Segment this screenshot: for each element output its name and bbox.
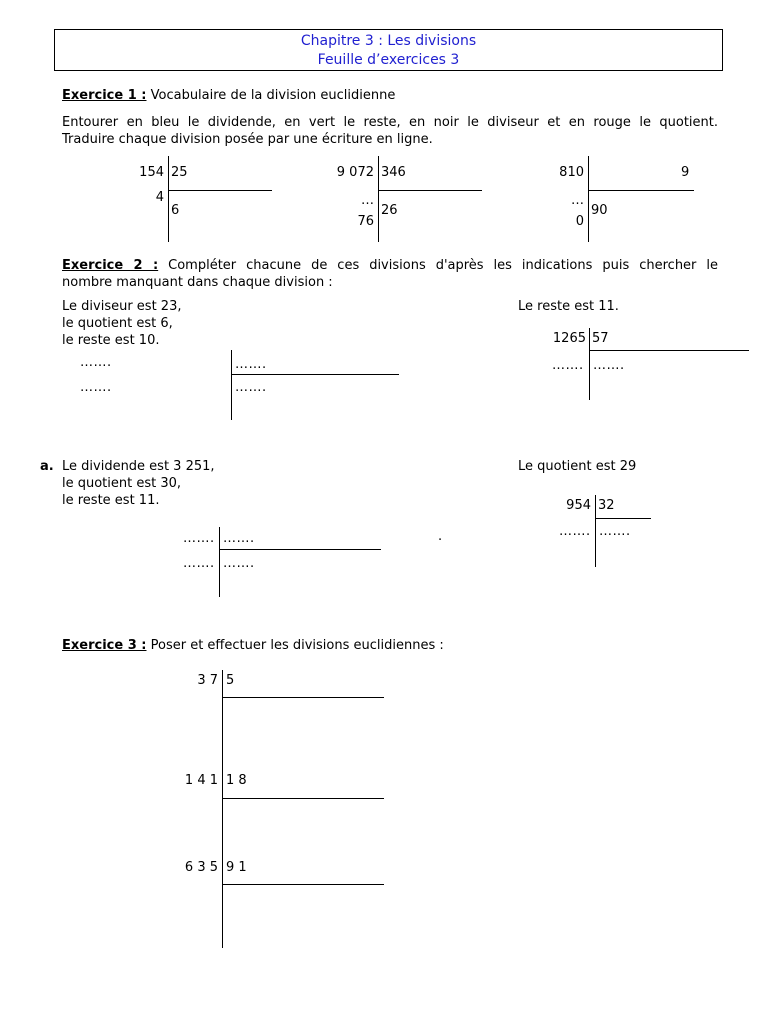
ex2-d-line1: Le quotient est 29 <box>518 459 637 474</box>
ex1-div3-horizontal-bar <box>588 190 694 191</box>
ex1-instruction-2: Traduire chaque division posée par une écriture en ligne. <box>62 132 433 147</box>
ex2-c-horizontal-bar <box>219 549 381 550</box>
ex2-d-horizontal-bar <box>595 518 651 519</box>
ex1-div3-quotient: 90 <box>591 203 608 218</box>
ex1-div1-divisor: 25 <box>171 165 188 180</box>
ex1-div3-divisor: 9 <box>681 165 690 180</box>
ex1-div2-dividend: 9 072 <box>336 165 374 180</box>
ex2-b-vertical-bar <box>589 328 590 400</box>
ex1-div3-vertical-bar <box>588 156 589 242</box>
ex2-d-divisor: 32 <box>598 498 615 513</box>
ex2-instruction-2: nombre manquant dans chaque division : <box>62 275 333 290</box>
ex2-d-dividend: 954 <box>566 498 591 513</box>
ex1-div3-remainder: 0 <box>575 214 584 229</box>
ex3-div3-horizontal-bar <box>222 884 384 885</box>
ex2-a-line1: Le diviseur est 23, <box>62 299 182 314</box>
ex2-c-line1: Le dividende est 3 251, <box>62 459 215 474</box>
ex3-title: Poser et effectuer les divisions euclidiennes : <box>146 638 444 653</box>
ex2-a-line2: le quotient est 6, <box>62 316 173 331</box>
ex2-b-dividend: 1265 <box>552 331 586 346</box>
ex3-div2-dividend: 1 4 1 <box>184 773 218 788</box>
ex2-a-quotient-blank[interactable]: ……. <box>235 380 267 395</box>
ex1-div1-horizontal-bar <box>168 190 272 191</box>
ex1-div2-divisor: 346 <box>381 165 406 180</box>
ex1-title: Vocabulaire de la division euclidienne <box>146 88 396 103</box>
ex2-c-divisor-blank[interactable]: ……. <box>223 531 255 546</box>
ex2-heading <box>62 257 718 274</box>
ex2-c-dividend-blank[interactable]: ……. <box>183 531 215 546</box>
ex2-a-remainder-blank[interactable]: ……. <box>80 380 112 395</box>
ex2-label: Exercice 2 : <box>62 258 159 273</box>
ex1-instruction-1: Entourer en bleu le dividende, en vert le reste, en noir le diviseur et en rouge le quotient. <box>62 115 718 130</box>
ex2-a-dividend-blank[interactable]: ……. <box>80 355 112 370</box>
ex2-a-vertical-bar <box>231 350 232 420</box>
ex3-div3-dividend: 6 3 5 <box>184 860 218 875</box>
ex3-vertical-bar <box>222 670 223 948</box>
ex2-d-quotient-blank[interactable]: ……. <box>599 524 631 539</box>
ex2-b-quotient-blank[interactable]: ……. <box>593 358 625 373</box>
ex2-b-divisor: 57 <box>592 331 609 346</box>
ex2-b-line1: Le reste est 11. <box>518 299 619 314</box>
ex3-div2-divisor: 1 8 <box>226 773 247 788</box>
ex2-c-vertical-bar <box>219 527 220 597</box>
ex3-div1-horizontal-bar <box>222 697 384 698</box>
ex2-instruction-1: Compléter chacune de ces divisions d'après les indications puis chercher le <box>158 258 718 273</box>
ex1-div2-horizontal-bar <box>378 190 482 191</box>
page-title: Chapitre 3 : Les divisions <box>300 33 477 49</box>
ex1-div3-dots: … <box>571 193 584 208</box>
ex1-div1-quotient: 6 <box>171 203 180 218</box>
title-box <box>54 29 723 71</box>
ex1-div2-quotient: 26 <box>381 203 398 218</box>
stray-dot: . <box>438 529 443 544</box>
ex3-div3-divisor: 9 1 <box>226 860 247 875</box>
ex1-div2-dots: … <box>361 193 374 208</box>
page-subtitle: Feuille d’exercices 3 <box>317 52 460 68</box>
ex1-div1-remainder: 4 <box>155 190 164 205</box>
ex3-div1-divisor: 5 <box>226 673 235 688</box>
ex2-a-line3: le reste est 10. <box>62 333 160 348</box>
ex2-b-horizontal-bar <box>589 350 749 351</box>
ex1-heading <box>62 88 395 103</box>
ex1-div2-remainder: 76 <box>357 214 374 229</box>
ex3-heading <box>62 638 444 653</box>
ex1-div1-vertical-bar <box>168 156 169 242</box>
ex2-c-marker: a. <box>40 459 54 474</box>
ex2-b-remainder-blank[interactable]: ……. <box>552 358 584 373</box>
ex2-d-remainder-blank[interactable]: ……. <box>559 524 591 539</box>
ex3-div2-horizontal-bar <box>222 798 384 799</box>
ex2-d-vertical-bar <box>595 495 596 567</box>
ex1-div3-dividend: 810 <box>559 165 584 180</box>
ex2-c-remainder-blank[interactable]: ……. <box>183 556 215 571</box>
ex1-label: Exercice 1 : <box>62 88 147 103</box>
ex2-a-divisor-blank[interactable]: ……. <box>235 357 267 372</box>
ex2-c-line2: le quotient est 30, <box>62 476 182 491</box>
ex2-a-horizontal-bar <box>231 374 399 375</box>
ex3-div1-dividend: 3 7 <box>197 673 218 688</box>
ex3-label: Exercice 3 : <box>62 638 147 653</box>
ex2-c-quotient-blank[interactable]: ……. <box>223 556 255 571</box>
ex2-c-line3: le reste est 11. <box>62 493 160 508</box>
ex1-div1-dividend: 154 <box>139 165 164 180</box>
ex1-div2-vertical-bar <box>378 156 379 242</box>
